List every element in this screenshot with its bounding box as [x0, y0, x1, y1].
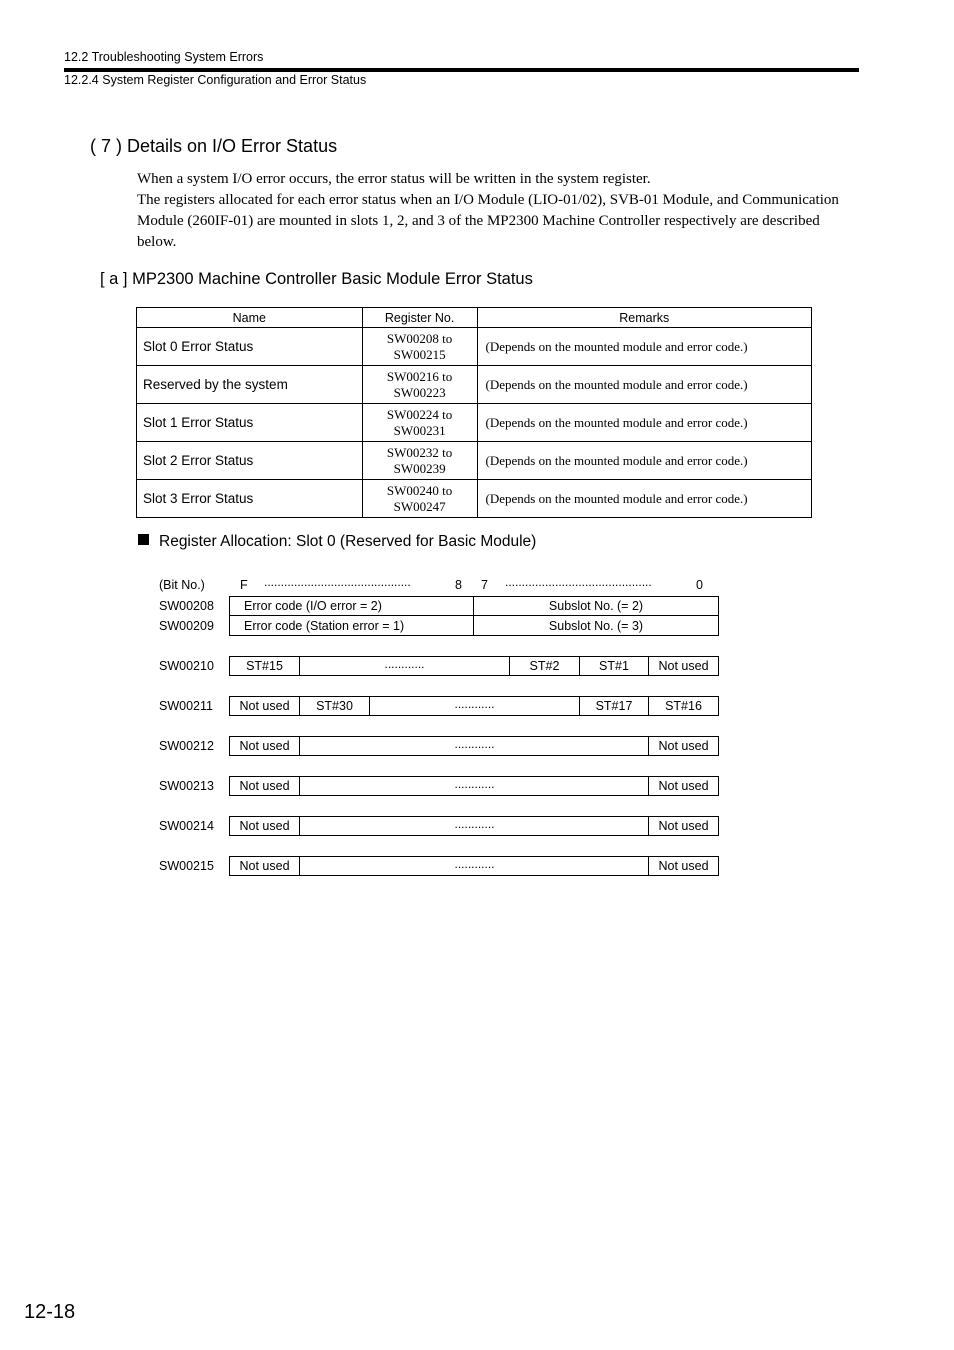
register-range-end: SW00215: [393, 346, 446, 362]
register-range-start: SW00216 to: [386, 368, 453, 384]
register-range-end: SW00247: [393, 498, 446, 514]
running-header-subsection: 12.2.4 System Register Configuration and Error Status: [64, 73, 367, 87]
ellipsis-dots: ............: [454, 777, 495, 791]
ellipsis-cell: [299, 776, 650, 796]
cell-register: [362, 328, 477, 366]
table-row: [137, 480, 812, 518]
station-bit-cell: ST#30: [299, 696, 370, 716]
not-used-cell: Not used: [229, 816, 300, 836]
subslot-cell: Subslot No. (= 2): [473, 596, 719, 616]
register-label: SW00209: [159, 619, 214, 633]
station-bit-cell: ST#1: [579, 656, 649, 676]
register-range-start: SW00240 to: [386, 482, 453, 498]
bit-f-label: F: [240, 578, 248, 592]
col-header-register: Register No.: [362, 308, 477, 328]
not-used-cell: Not used: [229, 856, 300, 876]
cell-remarks: (Depends on the mounted module and error code.): [477, 404, 811, 442]
header-rule: [64, 68, 859, 72]
error-code-cell: Error code (Station error = 1): [229, 615, 474, 636]
bit-no-label: (Bit No.): [159, 578, 205, 592]
cell-name: Slot 1 Error Status: [137, 404, 363, 442]
ellipsis-dots: ............: [454, 737, 495, 751]
ellipsis-dots: ............: [454, 857, 495, 871]
not-used-cell: Not used: [229, 776, 300, 796]
ellipsis-dots: ............: [454, 697, 495, 711]
bit-dots-low: ............................................: [505, 575, 652, 589]
error-code-cell: Error code (I/O error = 2): [229, 596, 474, 616]
ellipsis-cell: [299, 736, 650, 756]
cell-remarks: (Depends on the mounted module and error code.): [477, 480, 811, 518]
ellipsis-cell: [369, 696, 580, 716]
cell-name: Reserved by the system: [137, 366, 363, 404]
bit-8-label: 8: [455, 578, 462, 592]
not-used-cell: Not used: [648, 856, 719, 876]
section-heading: ( 7 ) Details on I/O Error Status: [90, 136, 338, 156]
table-header-row: [137, 308, 812, 328]
bit-7-label: 7: [481, 578, 488, 592]
register-label: SW00208: [159, 599, 214, 613]
register-label: SW00212: [159, 739, 214, 753]
cell-remarks: (Depends on the mounted module and error code.): [477, 366, 811, 404]
register-label: SW00214: [159, 819, 214, 833]
table-row: [137, 442, 812, 480]
cell-name: Slot 3 Error Status: [137, 480, 363, 518]
col-header-name: Name: [137, 308, 363, 328]
cell-name: Slot 0 Error Status: [137, 328, 363, 366]
cell-register: [362, 366, 477, 404]
not-used-cell: Not used: [648, 736, 719, 756]
bit-0-label: 0: [696, 578, 703, 592]
ellipsis-cell: [299, 816, 650, 836]
page-number: 12-18: [24, 1301, 76, 1323]
register-label: SW00215: [159, 859, 214, 873]
register-range-start: SW00224 to: [386, 406, 453, 422]
subslot-cell: Subslot No. (= 3): [473, 615, 719, 636]
register-range-end: SW00223: [393, 384, 446, 400]
station-bit-cell: ST#2: [509, 656, 580, 676]
running-header-section: 12.2 Troubleshooting System Errors: [64, 50, 264, 64]
allocation-heading: Register Allocation: Slot 0 (Reserved for Basic Module): [159, 533, 537, 550]
station-bit-cell: ST#17: [579, 696, 649, 716]
table-row: [137, 404, 812, 442]
register-range-end: SW00231: [393, 422, 446, 438]
register-range-end: SW00239: [393, 460, 446, 476]
cell-register: [362, 404, 477, 442]
cell-remarks: (Depends on the mounted module and error code.): [477, 328, 811, 366]
subsection-heading: [ a ] MP2300 Machine Controller Basic Module Error Status: [100, 270, 533, 288]
not-used-cell: Not used: [648, 656, 719, 676]
cell-register: [362, 480, 477, 518]
col-header-remarks: Remarks: [477, 308, 811, 328]
not-used-cell: Not used: [229, 696, 300, 716]
ellipsis-cell: [299, 856, 650, 876]
register-range-start: SW00208 to: [386, 330, 453, 346]
cell-name: Slot 2 Error Status: [137, 442, 363, 480]
table-row: [137, 366, 812, 404]
register-label: SW00210: [159, 659, 214, 673]
intro-paragraph: When a system I/O error occurs, the error status will be written in the system register.: [137, 171, 651, 187]
register-label: SW00211: [159, 699, 213, 713]
not-used-cell: Not used: [229, 736, 300, 756]
register-label: SW00213: [159, 779, 214, 793]
cell-remarks: (Depends on the mounted module and error code.): [477, 442, 811, 480]
station-bit-cell: ST#16: [648, 696, 719, 716]
register-range-start: SW00232 to: [386, 444, 453, 460]
cell-register: [362, 442, 477, 480]
not-used-cell: Not used: [648, 776, 719, 796]
ellipsis-dots: ............: [454, 817, 495, 831]
bit-dots-high: ............................................: [264, 575, 411, 589]
ellipsis-cell: [299, 656, 510, 676]
station-bit-cell: ST#15: [229, 656, 300, 676]
error-status-table: [136, 307, 812, 518]
square-bullet-icon: [138, 534, 149, 545]
table-row: [137, 328, 812, 366]
not-used-cell: Not used: [648, 816, 719, 836]
description-paragraph: The registers allocated for each error status when an I/O Module (LIO-01/02), SVB-01 Module, and Communication Module (260IF-01) are mounted in slots 1, 2, and 3 of the MP2300 Machine Controller respectively are described below.: [137, 192, 839, 250]
ellipsis-dots: ............: [384, 657, 425, 671]
